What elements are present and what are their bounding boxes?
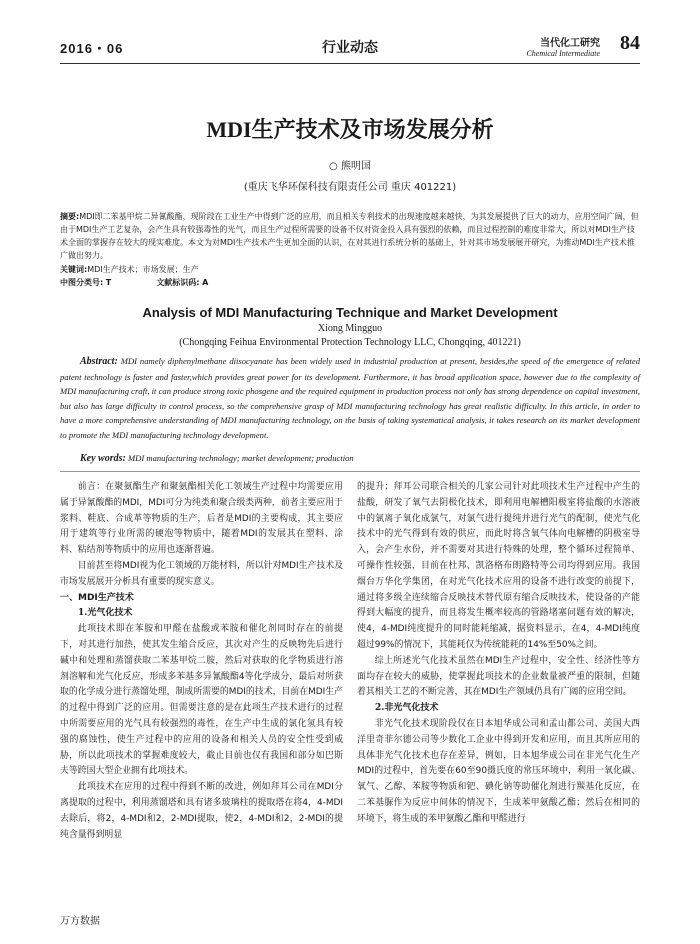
page-number: 84 bbox=[620, 32, 640, 54]
doc-code-label: 文献标识码: bbox=[156, 278, 200, 287]
clc-label: 中图分类号: bbox=[60, 278, 104, 287]
abstract-cn-text: MDI即二苯基甲烷二异氰酸酯，现阶段在工业生产中得到广泛的应用，而且相关专利技术的出现速度越来越快，为其发展提供了巨大的动力，应用空间广阔，但由于MDI生产工艺复杂，会产生具有较强毒性的光气，而且生产过程所需要的设备不仅对资金投入具有强烈的依赖，而且过程控制的难度非常大，所以对MDI生产技术全面的掌握存在较大的现实难度。本文为对MDI生产技术产生更加全面的认识，在对其进行系统分析的基础上，针对其市场发展展开研究，为推动MDI生产技术推广做出努力。 bbox=[60, 212, 639, 260]
abstract-cn-label: 摘要: bbox=[60, 212, 80, 221]
body-column-right bbox=[357, 480, 640, 828]
column-name: 行业动态 bbox=[322, 40, 378, 56]
issue-date: 2016・06 bbox=[60, 41, 124, 56]
english-keywords-label: Key words: bbox=[80, 453, 126, 464]
english-abstract-text: MDI namely diphenylmethane diisocyanate has been widely used in industrial production at present, besides,the speed of the emergence of related patent technology is faster and faster,which provides great power for its development. Furthermore, it has broad application space, however due to the complexity of MDI manufacturing craft, it can produce strong toxic phosgene and the required equipment in production process not only has strong dependence on capital investment, but also has large difficulty in control process, so the comprehensive grasp of MDI manufacturing technology has great realistic difficulty. In this article, in order to have a more comprehensive understanding of MDI manufacturing technology, on the basis of taking systematical analysis, it takes research on its market development to promote the MDI manufacturing technology development. bbox=[60, 356, 640, 440]
keywords-cn-text: MDI生产技术；市场发展；生产 bbox=[87, 265, 199, 274]
paragraph: 综上所述光气化技术虽然在MDI生产过程中，安全性、经济性等方面均存在较大的威胁，使掌握此项技术的企业数量被严重的限制，但随着其相关工艺的不断完善，其在MDI生产领域仍具有广阔的应用空间。 bbox=[357, 655, 640, 698]
english-author: Xiong Mingguo bbox=[317, 323, 383, 334]
paragraph: 前言：在聚氨酯生产和聚氨酯相关化工领域生产过程中均需要应用属于异氰酸酯的MDI，MDI可分为纯类和聚合级类两种，前者主要应用于浆料、鞋底、合成革等物质的生产，后者是MDI的主要构成，其主要应用于建筑等行业所需的硬泡等物质中，随着MDI的发展其在塑料、涂料、粘结剂等物质中的应用也逐渐普遍。 bbox=[60, 482, 343, 556]
paragraph: 此项技术在应用的过程中得到不断的改进，例如拜耳公司在MDI分离提取的过程中，利用蒸馏塔和具有诸多玻璃柱的提取塔在将4，4-MDI去除后，将2，4-MDI和2，2-MDI提取，使2，4-MDI和2，2-MDI的提纯含量得到明显 bbox=[60, 782, 343, 840]
journal-name bbox=[526, 34, 600, 58]
journal-name-en: Chemical Intermediate bbox=[526, 49, 600, 58]
header-divider bbox=[60, 63, 640, 64]
english-abstract bbox=[60, 354, 640, 442]
affiliation: (重庆飞华环保科技有限责任公司 重庆 401221) bbox=[243, 182, 457, 193]
abstract-cn bbox=[60, 210, 640, 262]
body-divider bbox=[60, 471, 640, 472]
paragraph: 此项技术即在苯胺和甲醛在盐酸或苯胺和催化剂同时存在的前提下，对其进行加热，使其发生缩合反应，其次对产生的反映物先后进行碱中和处理和蒸馏获取二苯基甲烷二胺，然后对获取的化学物质进行溶剂溶解和光气化反应，形成多苯基多异氰酸酯4等化学成分，最后对所获取的化学成分进行蒸馏处理，制成所需要的MDI的技术，目前在MDI生产的过程中得到广泛的应用。但需要注意的是在此项生产技术进行的过程中所需要应用的光气具有较强烈的毒性，在生产中生成的氯化氢具有较强的腐蚀性，使生产过程中的应用的设备和相关人员的安全性受到威胁，所以此项技术的掌握难度较大，截止目前也仅有我国和部分如巴斯夫等跨国大型企业拥有此项技术。 bbox=[60, 624, 343, 777]
english-title: Analysis of MDI Manufacturing Technique and Market Development bbox=[142, 305, 558, 320]
english-affiliation: (Chongqing Feihua Environmental Protection Technology LLC, Chongqing, 401221) bbox=[179, 337, 521, 348]
keywords-cn-label: 关键词: bbox=[60, 265, 88, 274]
subsection-heading: 2.非光气化技术 bbox=[375, 703, 439, 714]
classification bbox=[60, 276, 640, 289]
paragraph: 目前甚至将MDI视为化工领域的万能材料，所以针对MDI生产技术及市场发展展开分析具有重要的现实意义。 bbox=[60, 560, 343, 587]
section-heading: 一、MDI生产技术 bbox=[60, 592, 134, 603]
english-keywords-text: MDI manufacturing technology; market development; production bbox=[128, 453, 354, 463]
paragraph: 非光气化技术现阶段仅在日本旭华成公司和孟山都公司、美国大西洋里奇菲尔德公司等少数化工企业中得到开发和应用，而且其所应用的具体非光气化技术也存在差异，例如，日本旭华成公司在非光气化生产MDI的过程中，首先要在60至90摄氏度的常压环境中，利用一氧化碳、氧气、乙醇、苯胺等物质和钯、碘化钠等助催化剂进行羰基化反应，在二苯基脲作为反应中间体的情况下，生成苯甲氨酸乙酯；然后在相同的环境下，将生成的苯甲氨酸乙酯和甲醛进行 bbox=[357, 718, 640, 824]
paragraph: 的提升；拜耳公司联合相关的几家公司针对此项技术生产过程中产生的盐酸，研发了氧气去阴极化技术，即利用电解槽阳极室将盐酸的水溶液中的氯离子氧化成氯气，对氯气进行提纯并进行光气的配制，使光气化技术中的光气得到有效的供应，而此时将含氧气体向电解槽的阴极室导入，会产生水份，并不需要对其进行特殊的处理，整个循环过程简单、可操作性较强，目前在杜邦、凯洛格布朗路特等公司均得到应用。我国烟台万华化学集团，在对光气化技术应用的设备不进行改变的前提下，通过将多级全连续缩合反映技术替代原有缩合反映技术，使设备的产能得到大幅度的提升，而且将发生概率较高的管路堵塞问题有效的解决，使4，4-MDI纯度提升的同时能耗缩减，据资料显示，在4，4-MDI纯度超过99%的情况下，其能耗仅为传统能耗的14%至50%之间。 bbox=[357, 482, 640, 650]
subsection-heading: 1.光气化技术 bbox=[78, 608, 133, 619]
page-header bbox=[60, 28, 640, 62]
footer-watermark: 万方数据 bbox=[60, 916, 100, 927]
english-keywords bbox=[80, 453, 640, 464]
article-title: MDI生产技术及市场发展分析 bbox=[206, 117, 494, 142]
clc-value: T bbox=[105, 278, 112, 287]
doc-code-value: A bbox=[202, 278, 209, 287]
body-column-left bbox=[60, 480, 343, 843]
journal-name-cn: 当代化工研究 bbox=[540, 38, 600, 49]
keywords-cn bbox=[60, 263, 640, 276]
english-abstract-label: Abstract: bbox=[80, 356, 118, 367]
author: ○ 熊明国 bbox=[329, 161, 371, 172]
